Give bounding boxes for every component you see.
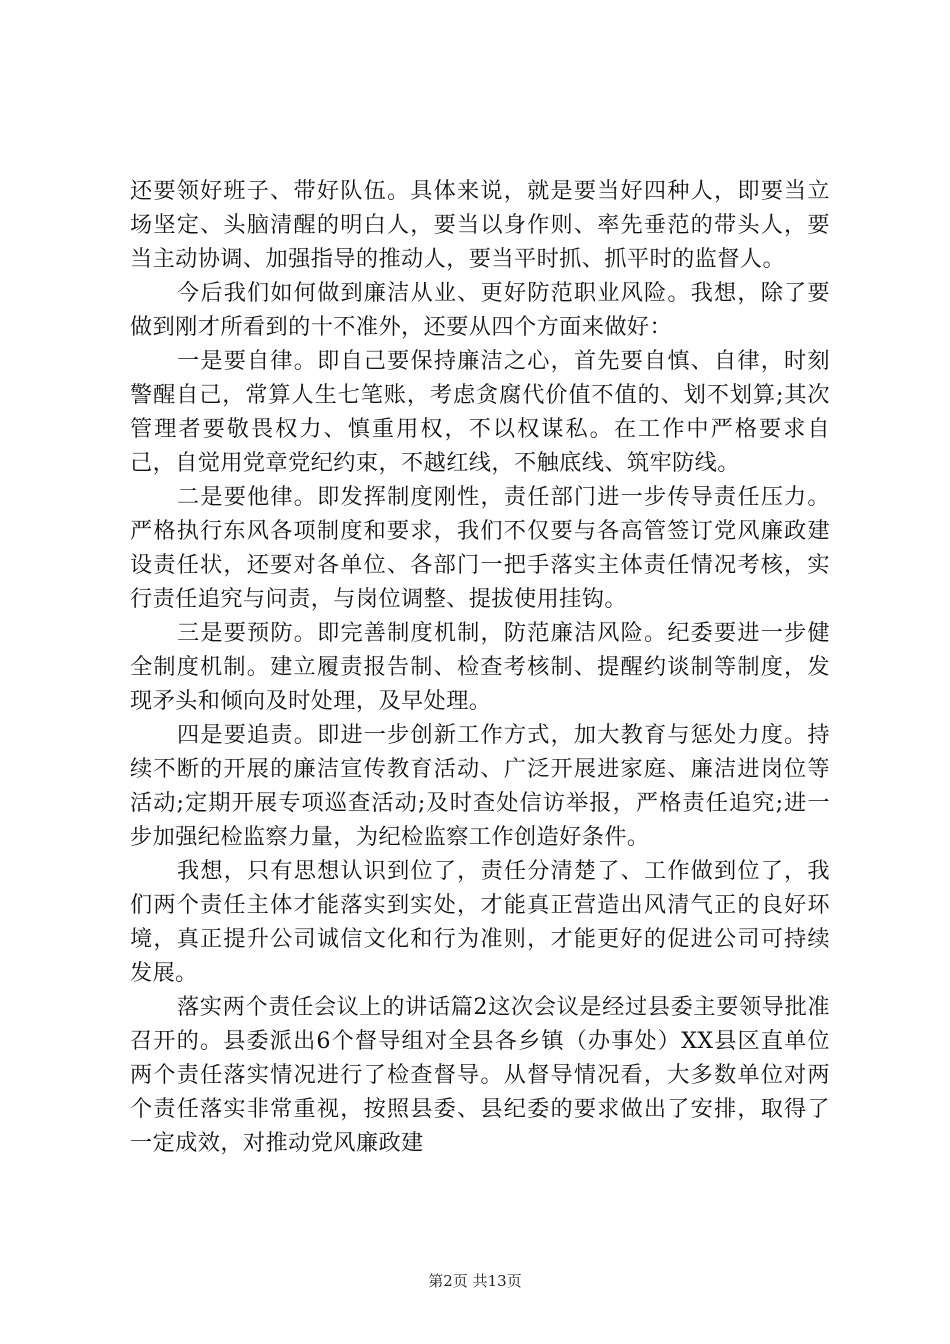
paragraph-8: 落实两个责任会议上的讲话篇2这次会议是经过县委主要领导批准召开的。县委派出6个督导组对全县各乡镇（办事处）XX县区直单位两个责任落实情况进行了检查督导。从督导情况看，大多数单位对两个责任落实非常重视，按照县委、县纪委的要求做出了安排，取得了一定成效，对推动党风廉政建: [130, 994, 830, 1156]
paragraph-3: 一是要自律。即自己要保持廉洁之心，首先要自慎、自律，时刻警醒自己，常算人生七笔账，考虑贪腐代价值不值的、划不划算;其次管理者要敬畏权力、慎重用权，不以权谋私。在工作中严格要求自己，自觉用党章党纪约束，不越红线，不触底线、筑牢防线。: [130, 348, 830, 476]
paragraph-6: 四是要追责。即进一步创新工作方式，加大教育与惩处力度。持续不断的开展的廉洁宣传教育活动、广泛开展进家庭、廉洁进岗位等活动;定期开展专项巡查活动;及时查处信访举报，严格责任追究;进一步加强纪检监察力量，为纪检监察工作创造好条件。: [130, 722, 830, 850]
paragraph-7: 我想，只有思想认识到位了，责任分清楚了、工作做到位了，我们两个责任主体才能落实到实处，才能真正营造出风清气正的良好环境，真正提升公司诚信文化和行为准则，才能更好的促进公司可持续发展。: [130, 858, 830, 986]
paragraph-2: 今后我们如何做到廉洁从业、更好防范职业风险。我想，除了要做到刚才所看到的十不准外，还要从四个方面来做好：: [130, 280, 830, 340]
document-body: [130, 174, 830, 1160]
page-number-footer: 第2页 共13页: [428, 1272, 522, 1290]
paragraph-1: 还要领好班子、带好队伍。具体来说，就是要当好四种人，即要当立场坚定、头脑清醒的明白人，要当以身作则、率先垂范的带头人，要当主动协调、加强指导的推动人，要当平时抓、抓平时的监督人。: [130, 178, 830, 272]
paragraph-4: 二是要他律。即发挥制度刚性，责任部门进一步传导责任压力。严格执行东风各项制度和要求，我们不仅要与各高管签订党风廉政建设责任状，还要对各单位、各部门一把手落实主体责任情况考核，实行责任追究与问责，与岗位调整、提拔使用挂钩。: [130, 484, 830, 612]
paragraph-5: 三是要预防。即完善制度机制，防范廉洁风险。纪委要进一步健全制度机制。建立履责报告制、检查考核制、提醒约谈制等制度，发现矛头和倾向及时处理，及早处理。: [130, 620, 830, 714]
